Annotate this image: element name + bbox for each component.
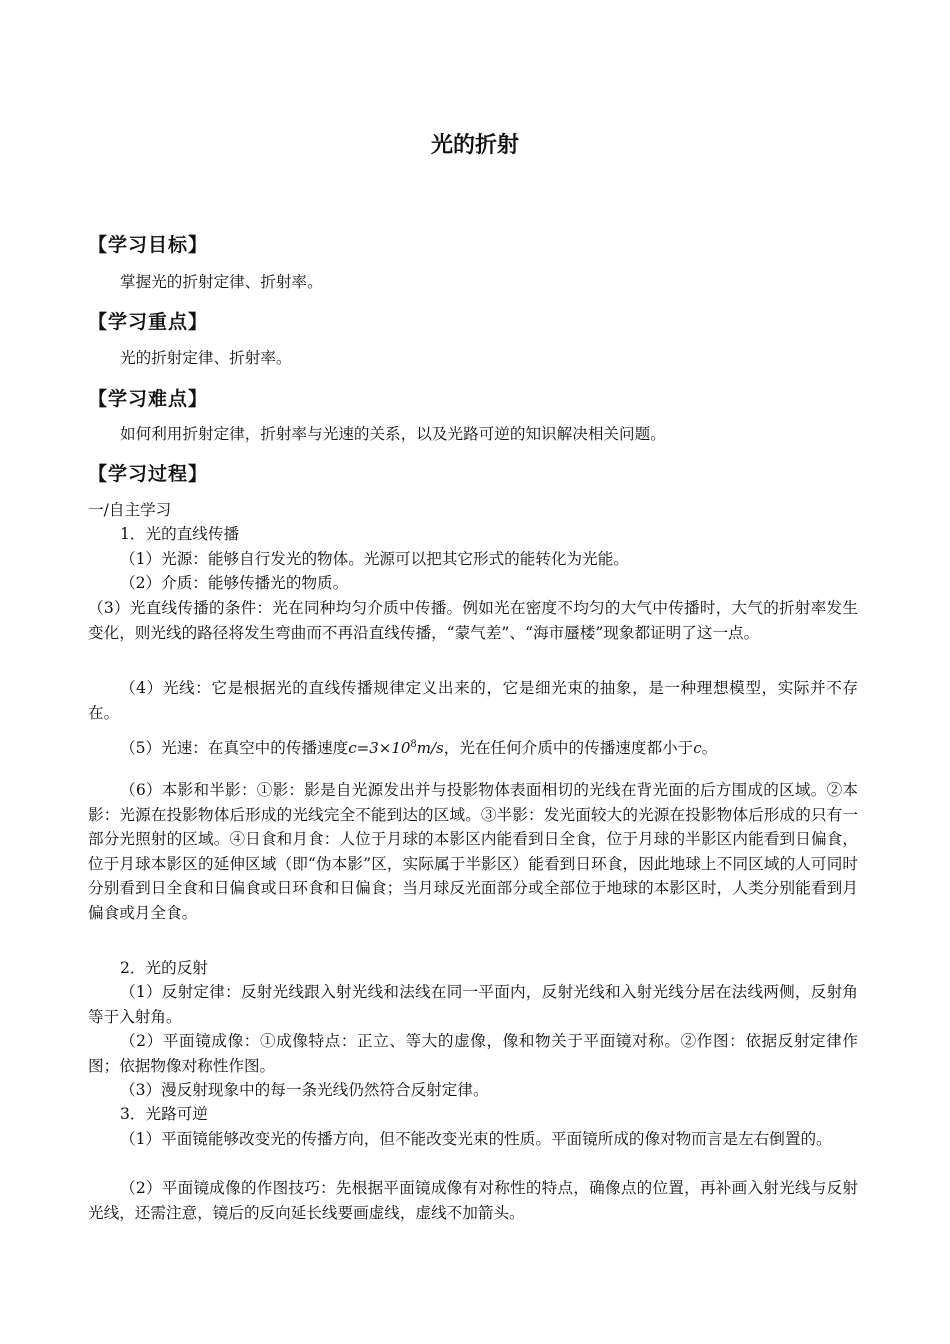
process-heading: 【学习过程】 (88, 463, 209, 485)
document-title: 光的折射 (430, 133, 519, 158)
section2-item2: （2）平面镜成像：①成像特点：正立、等大的虚像，像和物关于平面镜对称。②作图：依据反射定律作图；依据物像对称性作图。 (88, 1032, 858, 1075)
section1-title: 1．光的直线传播 (120, 525, 240, 543)
section3-title: 3．光路可逆 (120, 1105, 208, 1123)
section1-item3: （3）光直线传播的条件：光在同种均匀介质中传播。例如光在密度不均匀的大气中传播时，大气的折射率发生变化，则光线的路径将发生弯曲而不再沿直线传播，“蒙气差”、“海市蜃楼”现象都证明了这一点。 (88, 599, 858, 642)
section1-item1: （1）光源：能够自行发光的物体。光源可以把其它形式的能转化为光能。 (120, 550, 629, 568)
section3-item1: （1）平面镜能够改变光的传播方向，但不能改变光束的性质。平面镜所成的像对物而言是左右倒置的。 (120, 1130, 832, 1148)
section2-item1: （1）反射定律：反射光线跟入射光线和法线在同一平面内，反射光线和入射光线分居在法线两侧，反射角等于入射角。 (88, 983, 859, 1026)
difficulty-heading: 【学习难点】 (88, 388, 209, 410)
part1-label: 一/自主学习 (88, 501, 172, 519)
section1-item6: （6）本影和半影：①影：影是自光源发出并与投影物体表面相切的光线在背光面的后方围成的区域。②本影：光源在投影物体后形成的光线完全不能到达的区域。③半影：发光面较大的光源在投影物体后形成的只有一部分光照射的区域。④日食和月食：人位于月球的本影区内能看到日全食，位于月球的半影区内能看到日偏食，位于月球本影区的延伸区域（即“伪本影”区，实际属于半影区）能看到日环食，因此地球上不同区域的人可同时分别看到日全食和日偏食或日环食和日偏食；当月球反光面部分或全部位于地球的本影区时，人类分别能看到月偏食或月全食。 (88, 781, 859, 922)
speed-text-a: （5）光速：在真空中的传播速度 (120, 739, 349, 757)
focus-text: 光的折射定律、折射率。 (120, 349, 292, 367)
difficulty-text: 如何利用折射定律，折射率与光速的关系，以及光路可逆的知识解决相关问题。 (120, 425, 666, 443)
section2-item3: （3）漫反射现象中的每一条光线仍然符合反射定律。 (120, 1081, 489, 1099)
section1-item4: （4）光线：它是根据光的直线传播规律定义出来的，它是细光束的抽象，是一种理想模型，实际并不存在。 (88, 679, 858, 722)
focus-heading: 【学习重点】 (88, 311, 209, 333)
speed-text-b: ，光在任何介质中的传播速度都小于 (443, 739, 694, 757)
section3-item2: （2）平面镜成像的作图技巧：先根据平面镜成像有对称性的特点，确像点的位置，再补画入射光线与反射光线，还需注意，镜后的反向延长线要画虚线，虚线不加箭头。 (88, 1179, 859, 1222)
goal-heading: 【学习目标】 (88, 234, 209, 256)
section1-item5: （5）光速：在真空中的传播速度$c=3\times 10^8m/s$，光在任何介质中的传播速度都小于c。 (120, 739, 718, 757)
section1-item2: （2）介质：能够传播光的物质。 (120, 574, 349, 592)
goal-text: 掌握光的折射定律、折射率。 (120, 273, 323, 291)
speed-symbol-c: c (693, 739, 702, 757)
speed-formula: $c=3\times 10^8m/s$ (348, 739, 444, 757)
section2-title: 2．光的反射 (120, 959, 208, 977)
